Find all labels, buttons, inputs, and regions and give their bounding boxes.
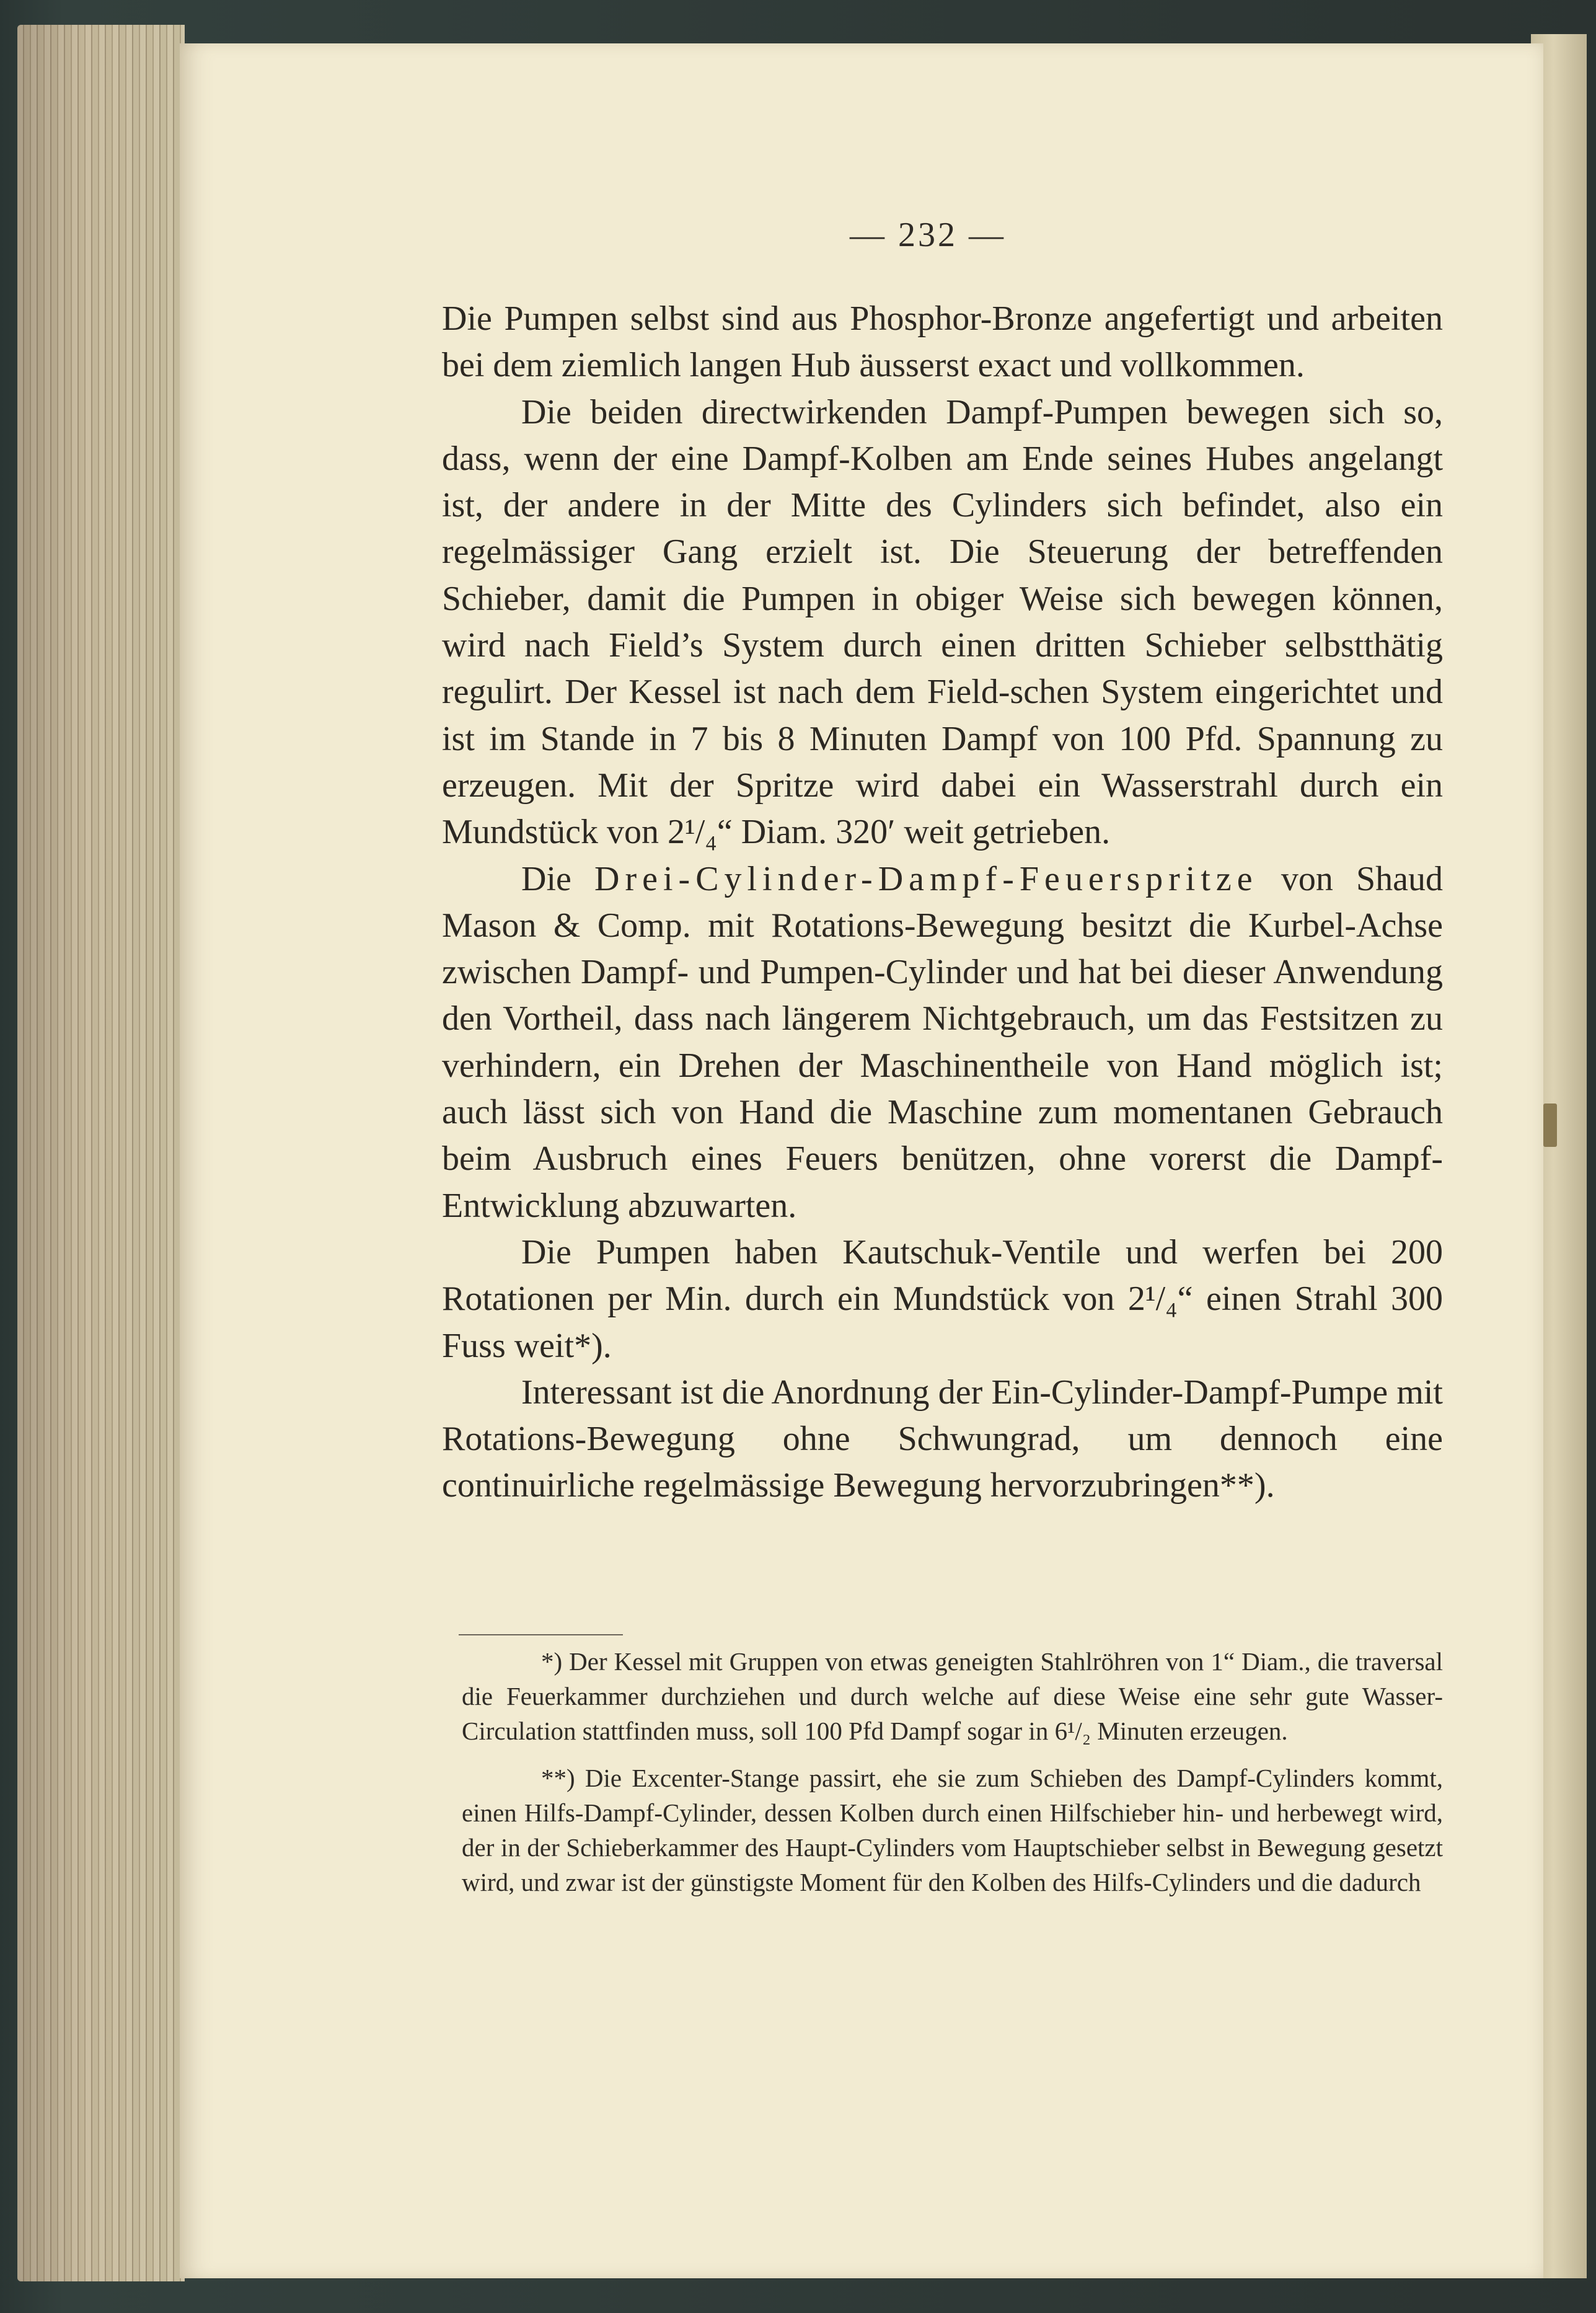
footnote: *) Der Kessel mit Gruppen von etwas geneigten Stahlröhren von 1“ Diam., die traversal die Feuerkammer durchziehen und durch welche auf diese Weise eine sehr gute Wasser-Circulation stattfinden muss, soll 100 Pfd Dampf sogar in 6¹/₂ Minuten erzeugen.: [462, 1647, 1443, 1745]
bookmark-tab: [1543, 1103, 1557, 1147]
paragraph: Interessant ist die Anordnung der Ein-Cylinder-Dampf-Pumpe mit Rotations-Bewegung ohne Schwungrad, um dennoch eine continuirliche regelmässige Bewegung hervorzubringen**).: [442, 1373, 1443, 1505]
body-text: [442, 296, 1443, 1510]
footnote: **) Die Excenter-Stange passirt, ehe sie zum Schieben des Dampf-Cylinders kommt, einen Hilfs-Dampf-Cylinder, dessen Kolben durch einen Hilfschieber hin- und herbewegt wird, der in der Schieberkammer des Haupt-Cylinders vom Hauptschieber selbst in Bewegung gesetzt wird, und zwar ist der günstigste Moment für den Kolben des Hilfs-Cylinders und die dadurch: [462, 1764, 1443, 1896]
paragraph-lead: Die: [521, 859, 571, 898]
paragraph: Die beiden directwirkenden Dampf-Pumpen bewegen sich so, dass, wenn der eine Dampf-Kolben am Ende seines Hubes angelangt ist, der andere in der Mitte des Cylinders sich befindet, also ein regelmässiger Gang erzielt ist. Die Steuerung der betreffenden Schieber, damit die Pumpen in obiger Weise sich bewegen können, wird nach Field’s System durch einen dritten Schieber selbstthätig regulirt. Der Kessel ist nach dem Field-schen System eingerichtet und ist im Stande in 7 bis 8 Minuten Dampf von 100 Pfd. Spannung zu erzeugen. Mit der Spritze wird dabei ein Wasserstrahl durch ein Mundstück von 2¹/₄“ Diam. 320′ weit getrieben.: [442, 392, 1443, 852]
page-number: — 232 —: [850, 216, 1006, 254]
paragraph: [442, 856, 1443, 1229]
paragraph: Die Pumpen selbst sind aus Phosphor-Bronze angefertigt und arbeiten bei dem ziemlich langen Hub äusserst exact und vollkommen.: [442, 299, 1443, 385]
paragraph: Die Pumpen haben Kautschuk-Ventile und werfen bei 200 Rotationen per Min. durch ein Mundstück von 2¹/₄“ einen Strahl 300 Fuss weit*).: [442, 1232, 1443, 1365]
page-edges-shade: [17, 25, 185, 2281]
footnote-divider: [459, 1634, 623, 1635]
footnotes: [462, 1644, 1443, 1899]
emphasized-term: Drei-Cylinder-Dampf-Feuerspritze: [594, 859, 1258, 898]
paragraph-rest: von Shaud Mason & Comp. mit Rotations-Bewegung besitzt die Kurbel-Achse zwischen Dampf- und Pumpen-Cylinder und hat bei dieser Anwendung den Vortheil, dass nach längerem Nichtgebrauch, um das Festsitzen zu verhindern, ein Drehen der Maschinentheile von Hand möglich ist; auch lässt sich von Hand die Maschine zum momentanen Gebrauch beim Ausbruch eines Feuers benützen, ohne vorerst die Dampf-Entwicklung abzuwarten.: [442, 859, 1443, 1225]
